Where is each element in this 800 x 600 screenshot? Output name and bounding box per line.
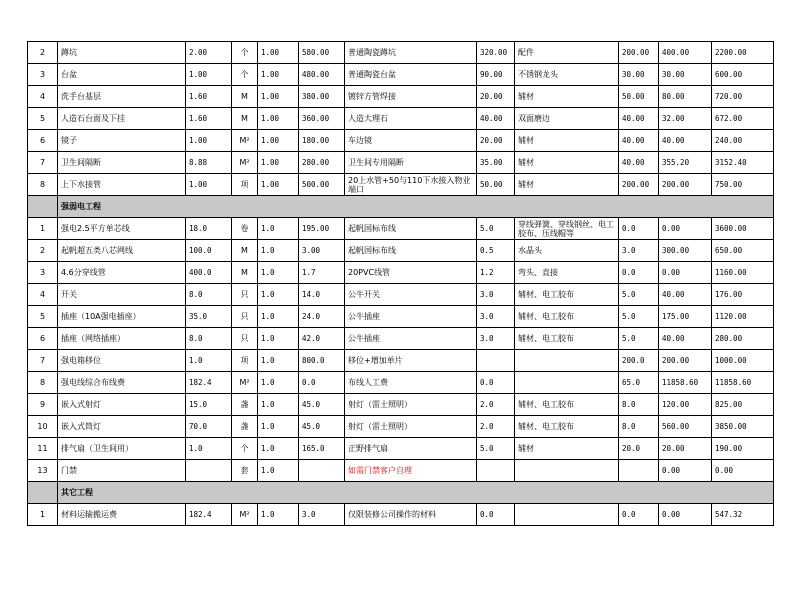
cell-coefficient: 1.00	[258, 42, 299, 64]
cell-aux-price: 5.0	[619, 328, 659, 350]
cell-material-spec: 卫生间专用隔断	[345, 152, 477, 174]
cell-total: 280.00	[712, 328, 774, 350]
cell-item-name: 蹲坑	[58, 42, 186, 64]
cell-accessories: 配件	[515, 42, 619, 64]
cell-material-spec: 射灯（雷士照明）	[345, 416, 477, 438]
cell-row-number: 8	[28, 174, 58, 196]
table-row	[28, 394, 774, 416]
table-row	[28, 350, 774, 372]
cell-accessories	[515, 504, 619, 526]
table-row	[28, 504, 774, 526]
cell-material-price	[477, 350, 515, 372]
cell-unit: 个	[232, 42, 258, 64]
cell-subtotal: 20.00	[659, 438, 712, 460]
cell-quantity: 1.00	[186, 64, 232, 86]
cell-quantity: 18.0	[186, 218, 232, 240]
cell-aux-price: 30.00	[619, 64, 659, 86]
cell-labor-price: 480.00	[299, 64, 345, 86]
section-title: 其它工程	[58, 482, 774, 504]
cell-subtotal: 200.00	[659, 174, 712, 196]
cell-material-price: 20.00	[477, 86, 515, 108]
cell-material-spec: 如需门禁客户自理	[345, 460, 477, 482]
cell-labor-price: 195.00	[299, 218, 345, 240]
cell-aux-price: 200.0	[619, 350, 659, 372]
cell-coefficient: 1.0	[258, 328, 299, 350]
cell-coefficient: 1.0	[258, 504, 299, 526]
cell-subtotal: 40.00	[659, 284, 712, 306]
cell-coefficient: 1.00	[258, 130, 299, 152]
cell-subtotal: 560.00	[659, 416, 712, 438]
cell-material-price: 0.5	[477, 240, 515, 262]
cell-row-number: 9	[28, 394, 58, 416]
cell-material-price: 320.00	[477, 42, 515, 64]
cell-material-spec: 仅限装修公司操作的材料	[345, 504, 477, 526]
cell-accessories: 不锈钢龙头	[515, 64, 619, 86]
cell-total: 240.00	[712, 130, 774, 152]
cell-unit: 个	[232, 438, 258, 460]
cell-aux-price: 65.0	[619, 372, 659, 394]
cell-labor-price: 24.0	[299, 306, 345, 328]
cell-labor-price: 0.0	[299, 372, 345, 394]
cell-coefficient: 1.0	[258, 240, 299, 262]
cell-total: 547.32	[712, 504, 774, 526]
cell-accessories: 辅材	[515, 130, 619, 152]
cell-unit: M	[232, 240, 258, 262]
quote-table	[27, 41, 774, 526]
cell-accessories	[515, 372, 619, 394]
cell-coefficient: 1.0	[258, 394, 299, 416]
table-row	[28, 438, 774, 460]
cell-quantity: 1.00	[186, 174, 232, 196]
table-row	[28, 152, 774, 174]
cell-item-name: 强电2.5平方单芯线	[58, 218, 186, 240]
cell-total: 3600.00	[712, 218, 774, 240]
cell-aux-price: 40.00	[619, 152, 659, 174]
cell-labor-price: 3.00	[299, 240, 345, 262]
cell-row-number: 1	[28, 504, 58, 526]
cell-row-number: 6	[28, 328, 58, 350]
cell-total: 825.00	[712, 394, 774, 416]
cell-coefficient: 1.0	[258, 350, 299, 372]
cell-row-number: 5	[28, 306, 58, 328]
cell-labor-price: 360.00	[299, 108, 345, 130]
cell-row-number: 4	[28, 284, 58, 306]
cell-quantity: 35.0	[186, 306, 232, 328]
cell-unit: 只	[232, 328, 258, 350]
cell-material-spec: 20PVC线管	[345, 262, 477, 284]
cell-accessories: 辅材、电工胶布	[515, 394, 619, 416]
cell-total: 11858.60	[712, 372, 774, 394]
cell-total: 672.00	[712, 108, 774, 130]
cell-total: 750.00	[712, 174, 774, 196]
cell-total: 600.00	[712, 64, 774, 86]
cell-aux-price: 40.00	[619, 130, 659, 152]
cell-total: 3850.00	[712, 416, 774, 438]
cell-quantity: 1.0	[186, 350, 232, 372]
cell-labor-price: 500.00	[299, 174, 345, 196]
cell-labor-price: 180.00	[299, 130, 345, 152]
cell-unit: 只	[232, 306, 258, 328]
cell-coefficient: 1.0	[258, 218, 299, 240]
cell-quantity: 8.0	[186, 284, 232, 306]
cell-material-spec: 公牛插座	[345, 328, 477, 350]
cell-item-name: 插座（10A强电插座）	[58, 306, 186, 328]
cell-unit: 卷	[232, 218, 258, 240]
cell-coefficient: 1.00	[258, 86, 299, 108]
cell-accessories: 辅材	[515, 174, 619, 196]
cell-material-price: 2.0	[477, 416, 515, 438]
cell-item-name: 材料运输搬运费	[58, 504, 186, 526]
cell-coefficient: 1.0	[258, 438, 299, 460]
cell-labor-price: 1.7	[299, 262, 345, 284]
cell-aux-price: 20.0	[619, 438, 659, 460]
table-row	[28, 42, 774, 64]
cell-accessories: 穿线弹簧、穿线钢丝、电工胶布、压线帽等	[515, 218, 619, 240]
cell-total: 1120.00	[712, 306, 774, 328]
table-row	[28, 328, 774, 350]
cell-quantity: 8.0	[186, 328, 232, 350]
cell-row-number: 8	[28, 372, 58, 394]
cell-unit: M²	[232, 504, 258, 526]
cell-row-number: 13	[28, 460, 58, 482]
cell-subtotal: 32.00	[659, 108, 712, 130]
cell-labor-price: 45.0	[299, 416, 345, 438]
cell-unit: 项	[232, 174, 258, 196]
cell-row-number: 5	[28, 108, 58, 130]
cell-coefficient: 1.0	[258, 372, 299, 394]
cell-material-spec: 射灯（雷士照明）	[345, 394, 477, 416]
cell-labor-price: 14.0	[299, 284, 345, 306]
cell-item-name: 4.6分穿线管	[58, 262, 186, 284]
cell-subtotal: 200.00	[659, 350, 712, 372]
table-row	[28, 130, 774, 152]
cell-unit: 盏	[232, 394, 258, 416]
cell-subtotal: 0.00	[659, 218, 712, 240]
cell-subtotal: 40.00	[659, 328, 712, 350]
cell-quantity	[186, 460, 232, 482]
table-row	[28, 240, 774, 262]
cell-material-price: 35.00	[477, 152, 515, 174]
cell-coefficient: 1.0	[258, 284, 299, 306]
cell-material-price: 40.00	[477, 108, 515, 130]
cell-aux-price: 3.0	[619, 240, 659, 262]
cell-material-spec: 起帆国标布线	[345, 218, 477, 240]
cell-material-price: 3.0	[477, 284, 515, 306]
cell-material-price: 90.00	[477, 64, 515, 86]
cell-accessories: 辅材、电工胶布	[515, 416, 619, 438]
cell-accessories: 辅材	[515, 438, 619, 460]
cell-total: 190.00	[712, 438, 774, 460]
cell-subtotal: 30.00	[659, 64, 712, 86]
cell-subtotal: 80.00	[659, 86, 712, 108]
cell-accessories	[515, 460, 619, 482]
cell-unit: M	[232, 262, 258, 284]
cell-item-name: 卫生间隔断	[58, 152, 186, 174]
cell-labor-price: 45.0	[299, 394, 345, 416]
cell-aux-price: 200.00	[619, 42, 659, 64]
quote-table-body	[28, 42, 774, 526]
table-row	[28, 86, 774, 108]
cell-aux-price: 40.00	[619, 108, 659, 130]
cell-material-spec: 移位+增加单片	[345, 350, 477, 372]
table-row	[28, 218, 774, 240]
cell-item-name: 嵌入式射灯	[58, 394, 186, 416]
cell-labor-price: 42.0	[299, 328, 345, 350]
cell-material-spec: 人造大理石	[345, 108, 477, 130]
cell-accessories: 水晶头	[515, 240, 619, 262]
cell-row-number: 11	[28, 438, 58, 460]
cell-item-name: 台盆	[58, 64, 186, 86]
cell-aux-price: 0.0	[619, 262, 659, 284]
cell-unit: M²	[232, 152, 258, 174]
cell-total: 0.00	[712, 460, 774, 482]
cell-item-name: 人造石台面及下挂	[58, 108, 186, 130]
cell-row-number: 4	[28, 86, 58, 108]
cell-subtotal: 300.00	[659, 240, 712, 262]
cell-material-price: 0.0	[477, 504, 515, 526]
cell-item-name: 强电箱移位	[58, 350, 186, 372]
cell-material-price: 5.0	[477, 438, 515, 460]
cell-labor-price: 800.0	[299, 350, 345, 372]
cell-quantity: 70.0	[186, 416, 232, 438]
cell-unit: 套	[232, 460, 258, 482]
cell-total: 720.00	[712, 86, 774, 108]
cell-unit: M²	[232, 130, 258, 152]
section-title: 强弱电工程	[58, 196, 774, 218]
cell-quantity: 8.88	[186, 152, 232, 174]
cell-item-name: 洗手台基层	[58, 86, 186, 108]
table-row	[28, 64, 774, 86]
cell-quantity: 1.0	[186, 438, 232, 460]
cell-item-name: 嵌入式筒灯	[58, 416, 186, 438]
cell-coefficient: 1.0	[258, 416, 299, 438]
section-header-row	[28, 196, 774, 218]
cell-unit: M	[232, 86, 258, 108]
cell-unit: M²	[232, 372, 258, 394]
cell-accessories	[515, 350, 619, 372]
cell-quantity: 2.00	[186, 42, 232, 64]
cell-aux-price: 8.0	[619, 394, 659, 416]
cell-material-price: 20.00	[477, 130, 515, 152]
cell-total: 2200.00	[712, 42, 774, 64]
cell-labor-price: 165.0	[299, 438, 345, 460]
cell-unit: 个	[232, 64, 258, 86]
cell-accessories: 辅材	[515, 86, 619, 108]
cell-material-price: 3.0	[477, 328, 515, 350]
cell-material-price	[477, 460, 515, 482]
cell-unit: M	[232, 108, 258, 130]
cell-subtotal: 355.20	[659, 152, 712, 174]
cell-material-price: 50.00	[477, 174, 515, 196]
cell-total: 1160.00	[712, 262, 774, 284]
cell-material-price: 1.2	[477, 262, 515, 284]
cell-aux-price: 5.0	[619, 284, 659, 306]
cell-subtotal: 40.00	[659, 130, 712, 152]
cell-labor-price: 380.00	[299, 86, 345, 108]
section-spacer-cell	[28, 196, 58, 218]
cell-accessories: 双面磨边	[515, 108, 619, 130]
cell-quantity: 182.4	[186, 504, 232, 526]
cell-material-spec: 镀锌方管焊接	[345, 86, 477, 108]
cell-material-price: 0.0	[477, 372, 515, 394]
cell-item-name: 上下水接管	[58, 174, 186, 196]
table-row	[28, 262, 774, 284]
cell-subtotal: 175.00	[659, 306, 712, 328]
cell-total: 176.00	[712, 284, 774, 306]
cell-material-spec: 起帆国标布线	[345, 240, 477, 262]
cell-coefficient: 1.0	[258, 262, 299, 284]
cell-accessories: 辅材、电工胶布	[515, 328, 619, 350]
cell-material-price: 3.0	[477, 306, 515, 328]
cell-coefficient: 1.00	[258, 152, 299, 174]
cell-quantity: 15.0	[186, 394, 232, 416]
cell-item-name: 插座（网络插座）	[58, 328, 186, 350]
cell-material-spec: 车边镜	[345, 130, 477, 152]
cell-coefficient: 1.00	[258, 174, 299, 196]
cell-subtotal: 0.00	[659, 504, 712, 526]
cell-accessories: 辅材、电工胶布	[515, 306, 619, 328]
cell-row-number: 6	[28, 130, 58, 152]
cell-subtotal: 120.00	[659, 394, 712, 416]
cell-accessories: 弯头、直接	[515, 262, 619, 284]
cell-quantity: 100.0	[186, 240, 232, 262]
cell-labor-price: 3.0	[299, 504, 345, 526]
table-row	[28, 460, 774, 482]
cell-material-spec: 公牛开关	[345, 284, 477, 306]
cell-row-number: 2	[28, 42, 58, 64]
cell-aux-price: 0.0	[619, 504, 659, 526]
cell-material-spec: 20上水管+50与110下水接入物业端口	[345, 174, 477, 196]
cell-total: 3152.40	[712, 152, 774, 174]
section-header-row	[28, 482, 774, 504]
table-row	[28, 372, 774, 394]
cell-material-spec: 公牛插座	[345, 306, 477, 328]
cell-coefficient: 1.00	[258, 64, 299, 86]
cell-aux-price: 0.0	[619, 218, 659, 240]
cell-material-spec: 普通陶瓷台盆	[345, 64, 477, 86]
cell-quantity: 182.4	[186, 372, 232, 394]
cell-item-name: 排气扇（卫生间用）	[58, 438, 186, 460]
cell-quantity: 1.60	[186, 108, 232, 130]
cell-material-price: 2.0	[477, 394, 515, 416]
table-row	[28, 108, 774, 130]
cell-unit: 盏	[232, 416, 258, 438]
cell-coefficient: 1.0	[258, 306, 299, 328]
cell-unit: 项	[232, 350, 258, 372]
cell-aux-price: 50.00	[619, 86, 659, 108]
cell-aux-price: 200.00	[619, 174, 659, 196]
cell-row-number: 1	[28, 218, 58, 240]
cell-subtotal: 11858.60	[659, 372, 712, 394]
table-row	[28, 284, 774, 306]
cell-total: 650.00	[712, 240, 774, 262]
cell-accessories: 辅材	[515, 152, 619, 174]
cell-material-price: 5.0	[477, 218, 515, 240]
cell-material-spec: 正野排气扇	[345, 438, 477, 460]
cell-total: 1000.00	[712, 350, 774, 372]
cell-quantity: 400.0	[186, 262, 232, 284]
cell-item-name: 起帆超五类八芯网线	[58, 240, 186, 262]
cell-labor-price: 280.00	[299, 152, 345, 174]
cell-item-name: 强电线综合布线费	[58, 372, 186, 394]
section-spacer-cell	[28, 482, 58, 504]
cell-subtotal: 400.00	[659, 42, 712, 64]
cell-row-number: 7	[28, 350, 58, 372]
cell-labor-price: 580.00	[299, 42, 345, 64]
cell-material-spec: 普通陶瓷蹲坑	[345, 42, 477, 64]
table-row	[28, 416, 774, 438]
cell-subtotal: 0.00	[659, 460, 712, 482]
cell-row-number: 2	[28, 240, 58, 262]
cell-unit: 只	[232, 284, 258, 306]
cell-row-number: 3	[28, 64, 58, 86]
cell-material-spec: 布线人工费	[345, 372, 477, 394]
table-row	[28, 306, 774, 328]
cell-aux-price: 8.0	[619, 416, 659, 438]
cell-row-number: 3	[28, 262, 58, 284]
cell-item-name: 镜子	[58, 130, 186, 152]
cell-quantity: 1.00	[186, 130, 232, 152]
cell-accessories: 辅材、电工胶布	[515, 284, 619, 306]
cell-item-name: 门禁	[58, 460, 186, 482]
cell-aux-price: 5.0	[619, 306, 659, 328]
cell-row-number: 7	[28, 152, 58, 174]
table-row	[28, 174, 774, 196]
cell-coefficient: 1.0	[258, 460, 299, 482]
cell-labor-price	[299, 460, 345, 482]
cell-quantity: 1.60	[186, 86, 232, 108]
cell-aux-price	[619, 460, 659, 482]
cell-item-name: 开关	[58, 284, 186, 306]
cell-coefficient: 1.00	[258, 108, 299, 130]
cell-subtotal: 0.00	[659, 262, 712, 284]
cell-row-number: 10	[28, 416, 58, 438]
